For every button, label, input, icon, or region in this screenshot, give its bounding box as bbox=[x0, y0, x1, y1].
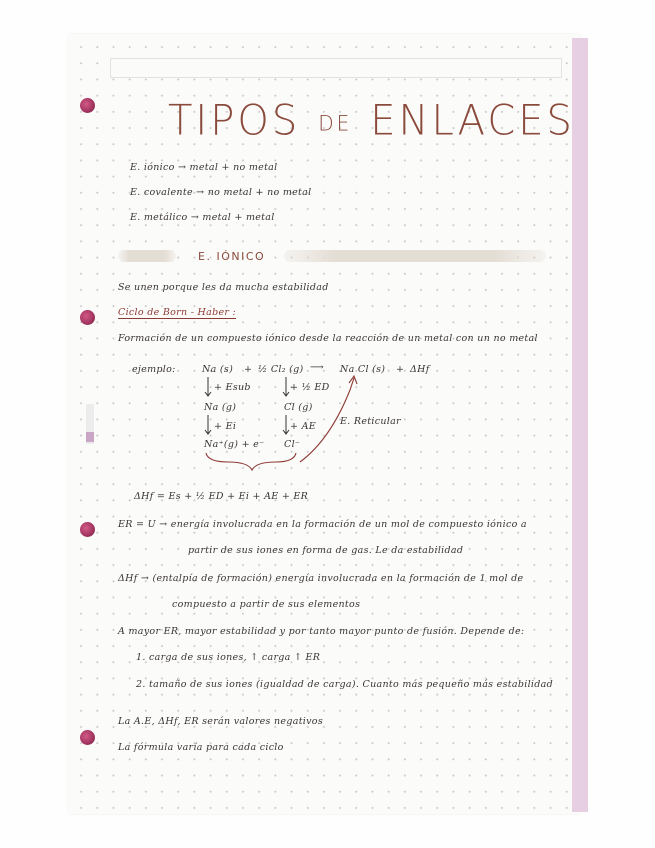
cycle-plus-1: + bbox=[244, 364, 253, 375]
cycle-plus-2: + bbox=[396, 364, 405, 375]
intro-line: Se unen porque les da mucha estabilidad bbox=[118, 282, 329, 293]
formula-varies-line: La fórmula varía para cada ciclo bbox=[118, 742, 284, 753]
cycle-ed: + ½ ED bbox=[290, 382, 330, 393]
dependency-1: 1. carga de sus iones, ↑ carga ↑ ER bbox=[136, 652, 321, 663]
curved-arrow-icon bbox=[300, 378, 354, 462]
cycle-dhf: ΔHf bbox=[410, 364, 430, 375]
cycle-cl-gas: Cl (g) bbox=[284, 402, 313, 413]
mayor-line: A mayor ER, mayor estabilidad y por tanto mayor punto de fusión. Depende de: bbox=[118, 626, 525, 637]
cycle-ei: + Ei bbox=[214, 421, 237, 432]
bond-type-ionic: E. iónico → metal + no metal bbox=[130, 162, 278, 173]
er-line-2: partir de sus iones en forma de gas. Le da estabilidad bbox=[188, 545, 464, 556]
title-word-1: TIPOS bbox=[168, 96, 301, 146]
cycle-na-ion: Na⁺(g) + e⁻ bbox=[204, 439, 265, 450]
cycle-na-solid: Na (s) bbox=[202, 364, 234, 375]
reaction-arrow-icon: ⟶ bbox=[310, 362, 324, 373]
bond-type-metallic: E. metálico → metal + metal bbox=[130, 212, 275, 223]
brace-icon bbox=[206, 453, 296, 470]
cycle-reticular: E. Reticular bbox=[340, 416, 401, 427]
section-title: E. IÓNICO bbox=[198, 250, 266, 263]
formation-line: Formación de un compuesto iónico desde la reacción de un metal con un no metal bbox=[118, 333, 538, 344]
dhf-line-2: compuesto a partir de sus elementos bbox=[172, 599, 361, 610]
bond-type-covalent: E. covalente → no metal + no metal bbox=[130, 187, 312, 198]
cycle-nacl: Na Cl (s) bbox=[340, 364, 386, 375]
cycle-na-gas: Na (g) bbox=[204, 402, 237, 413]
cycle-ae: + AE bbox=[290, 421, 316, 432]
cycle-cl-ion: Cl⁻ bbox=[284, 439, 301, 450]
title-word-2: DE bbox=[318, 110, 353, 136]
example-label: ejemplo: bbox=[132, 364, 176, 375]
negative-values-line: La A.E, ΔHf, ER serán valores negativos bbox=[118, 716, 324, 727]
title-word-3: ENLACES bbox=[370, 96, 575, 146]
cycle-esub: + Esub bbox=[214, 382, 251, 393]
born-haber-equation: ΔHf = Es + ½ ED + Ei + AE + ER bbox=[134, 491, 309, 502]
dependency-2: 2. tamaño de sus iones (igualdad de carga). Cuanto más pequeño más estabilidad bbox=[136, 679, 553, 690]
er-line-1: ER = U → energía involucrada en la formación de un mol de compuesto iónico a bbox=[118, 519, 527, 530]
dhf-line-1: ΔHf → (entalpía de formación) energía involucrada en la formación de 1 mol de bbox=[118, 573, 524, 584]
cycle-cl2: ½ Cl₂ (g) bbox=[258, 364, 304, 375]
born-haber-title: Ciclo de Born - Haber : bbox=[118, 307, 237, 318]
